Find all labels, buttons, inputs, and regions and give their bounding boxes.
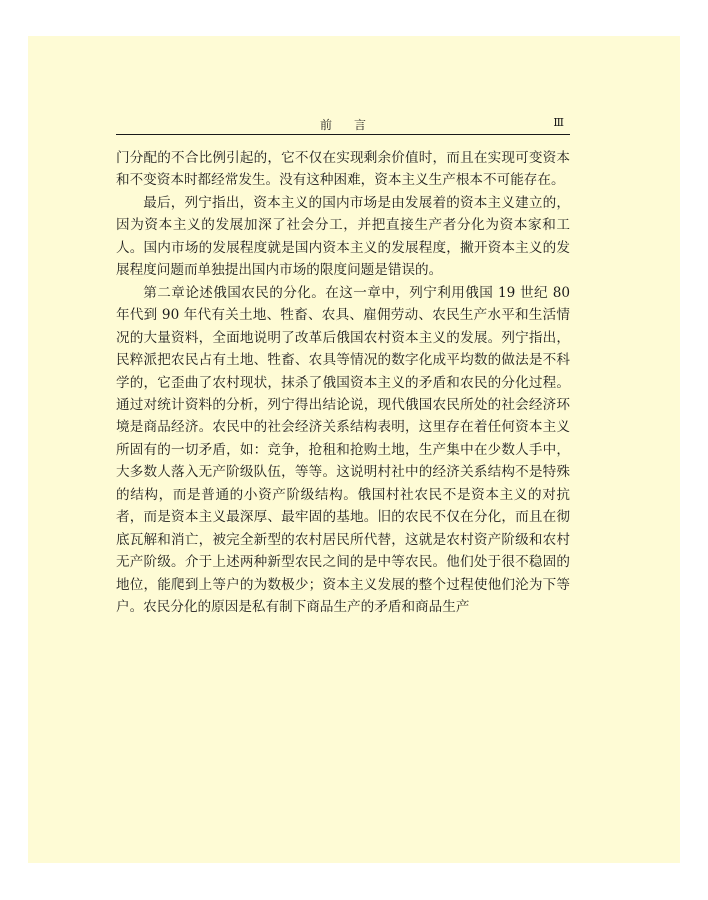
- paragraph-2: 最后，列宁指出，资本主义的国内市场是由发展着的资本主义建立的，因为资本主义的发展加深了社会分工，并把直接生产者分化为资本家和工人。国内市场的发展程度就是国内资本主义的发展程度，撇开资本主义的发展程度问题而单独提出国内市场的限度问题是错误的。: [116, 194, 570, 279]
- page-number: Ⅲ: [553, 116, 564, 129]
- running-header: [116, 114, 570, 135]
- paragraph-1: 门分配的不合比例引起的，它不仅在实现剩余价值时，而且在实现可变资本和不变资本时都经常发生。没有这种困难，资本主义生产根本不可能存在。: [116, 150, 570, 189]
- paragraph-3: 第二章论述俄国农民的分化。在这一章中，列宁利用俄国 19 世纪 80 年代到 90 年代有关土地、牲畜、农具、雇佣劳动、农民生产水平和生活情况的大量资料，全面地说明了改革后俄国农村资本主义的发展。列宁指出，民粹派把农民占有土地、牲畜、农具等情况的数字化成平均数的做法是不科学的，它歪曲了农村现状，抹杀了俄国资本主义的矛盾和农民的分化过程。通过对统计资料的分析，列宁得出结论说，现代俄国农民所处的社会经济环境是商品经济。农民中的社会经济关系结构表明，这里存在着任何资本主义所固有的一切矛盾，如：竞争，抢租和抢购土地，生产集中在少数人手中，大多数人落入无产阶级队伍，等等。这说明村社中的经济关系结构不是特殊的结构，而是普通的小资产阶级结构。俄国村社农民不是资本主义的对抗者，而是资本主义最深厚、最牢固的基地。旧的农民不仅在分化，而且在彻底瓦解和消亡，被完全新型的农村居民所代替，这就是农村资产阶级和农村无产阶级。介于上述两种新型农民之间的是中等农民。他们处于很不稳固的地位，能爬到上等户的为数极少；资本主义发展的整个过程使他们沦为下等户。农民分化的原因是私有制下商品生产的矛盾和商品生产: [116, 284, 570, 616]
- running-title: 前言: [319, 118, 388, 132]
- body-text: [116, 147, 570, 619]
